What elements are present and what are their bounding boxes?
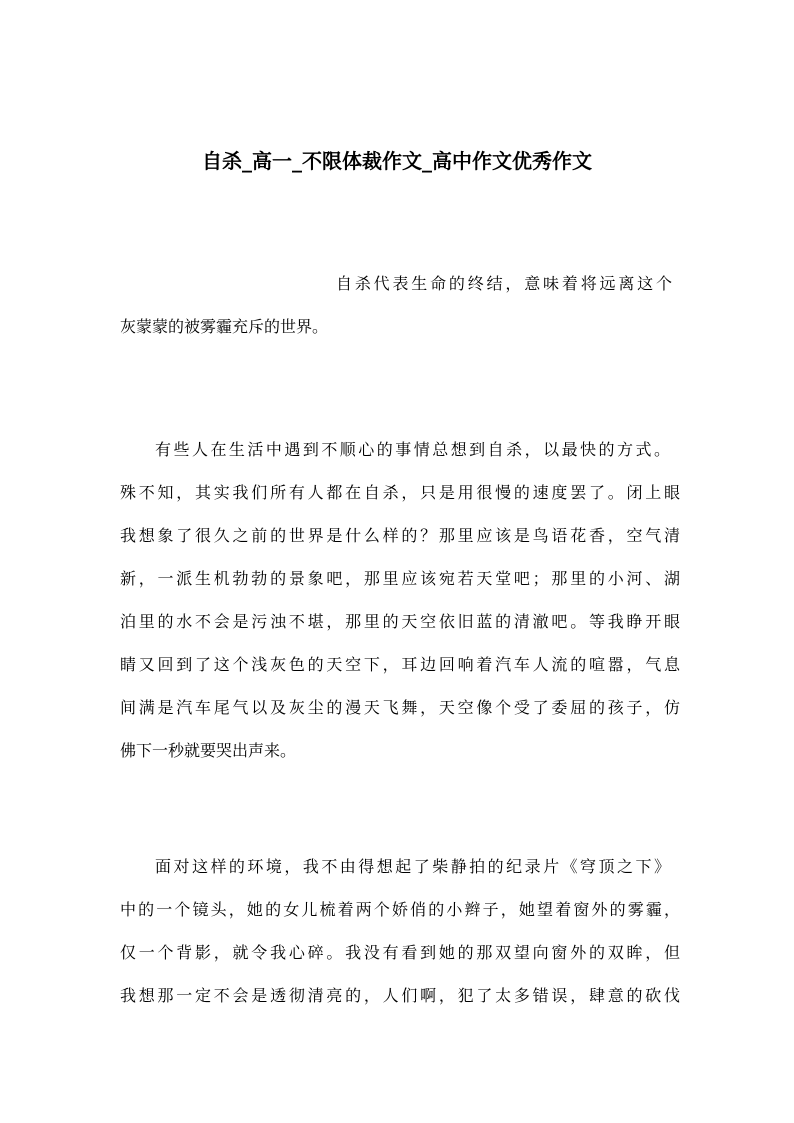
paragraph-3-line-2: 中的一个镜头，她的女儿梳着两个娇俏的小辫子，她望着窗外的雾霾， (120, 900, 680, 919)
paragraph-3-line-3: 仅一个背影，就令我心碎。我没有看到她的那双望向窗外的双眸，但 (120, 943, 680, 962)
paragraph-1-line-1: 自杀代表生命的终结，意味着将远离这个 (336, 274, 672, 293)
paragraph-2-line-2: 殊不知，其实我们所有人都在自杀，只是用很慢的速度罢了。闭上眼 (120, 483, 680, 502)
paragraph-3-line-4: 我想那一定不会是透彻清亮的，人们啊，犯了太多错误，肆意的砍伐 (120, 986, 680, 1005)
paragraph-2-line-8: 佛下一秒就要哭出声来。 (120, 741, 297, 760)
paragraph-2-line-7: 间满是汽车尾气以及灰尘的漫天飞舞，天空像个受了委屈的孩子，仿 (120, 698, 680, 717)
paragraph-2-line-5: 泊里的水不会是污浊不堪，那里的天空依旧蓝的清澈吧。等我睁开眼 (120, 612, 680, 631)
paragraph-2-line-1: 有些人在生活中遇到不顺心的事情总想到自杀，以最快的方式。 (155, 440, 670, 459)
paragraph-1-line-2: 灰蒙蒙的被雾霾充斥的世界。 (120, 317, 329, 336)
paragraph-2-line-6: 睛又回到了这个浅灰色的天空下，耳边回响着汽车人流的喧嚣，气息 (120, 655, 680, 674)
document-title: 自杀_高一_不限体裁作文_高中作文优秀作文 (202, 149, 592, 173)
paragraph-2-line-3: 我想象了很久之前的世界是什么样的？那里应该是鸟语花香，空气清 (120, 526, 680, 545)
paragraph-2-line-4: 新，一派生机勃勃的景象吧，那里应该宛若天堂吧；那里的小河、湖 (120, 569, 680, 588)
paragraph-3-line-1: 面对这样的环境，我不由得想起了柴静拍的纪录片《穹顶之下》 (155, 857, 670, 876)
